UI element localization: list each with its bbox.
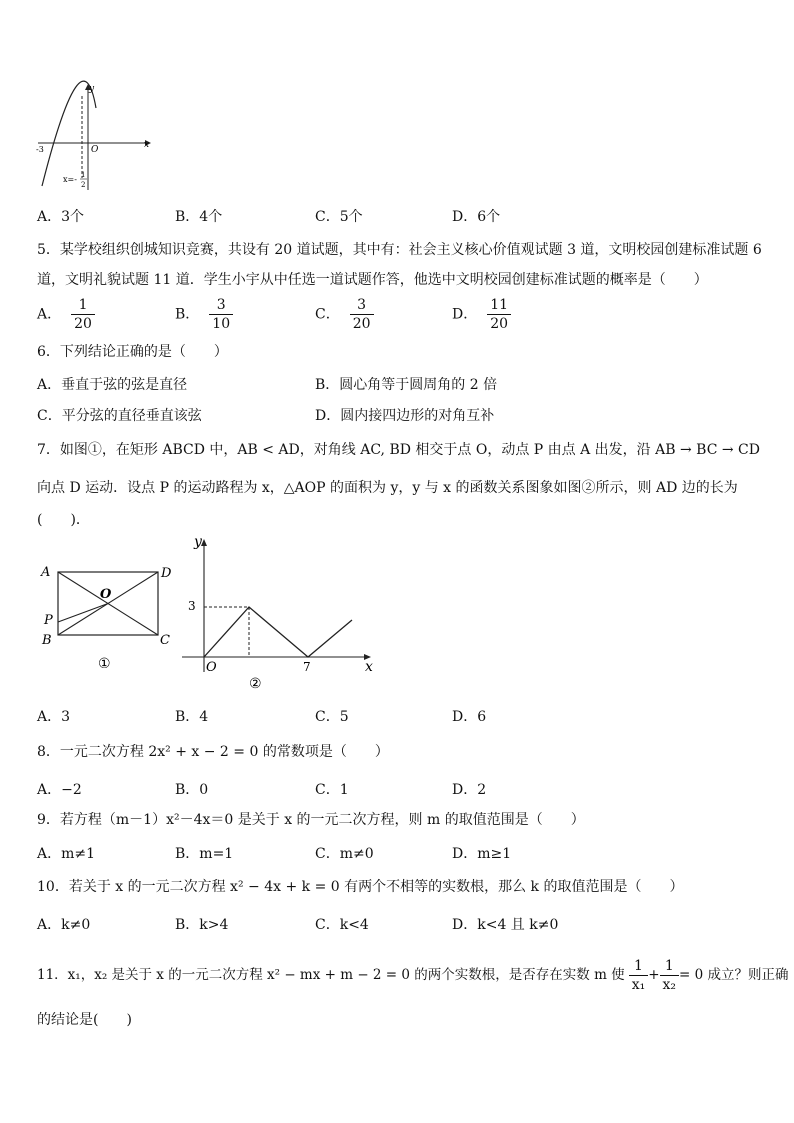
q10-stem: 10．若关于 x 的一元二次方程 x² − 4x + k = 0 有两个不相等的实数根，那么 k 的取值范围是（ ） [37,879,684,895]
q5-option-d-den: 20 [490,316,509,332]
q10-option-a: A．k≠0 [37,917,91,933]
label-c: C [160,633,170,648]
q7-stem-line1: 7．如图①，在矩形 ABCD 中，AB < AD，对角线 AC, BD 相交于点 O，动点 P 由点 A 出发，沿 AB → BC → CD [37,442,760,458]
q9-option-b: B．m=1 [175,846,234,862]
q5-stem-line2: 道，文明礼貌试题 11 道．学生小宇从中任选一道试题作答，他选中文明校园创建标准试题的概率是（ ） [37,272,708,288]
graph-axis-note-num: 1 [81,171,86,179]
q6-option-a: A．垂直于弦的弦是直径 [37,377,188,393]
q4-option-d: D．6个 [452,209,501,225]
q11-frac2-den: x₂ [662,977,677,993]
parabola-graph [30,78,160,193]
label-a: A [41,565,51,580]
label-o: O [100,587,112,602]
q6-option-d: D．圆内接四边形的对角互补 [315,408,495,424]
q5-option-c-den: 20 [352,316,371,332]
q5-option-c [315,296,374,333]
q9-option-a: A．m≠1 [37,846,96,862]
graph-y-label: y [89,84,95,94]
q7-stem-line3: ( )． [37,512,90,528]
q5-stem-line1: 5．某学校组织创城知识竞赛，共设有 20 道试题，其中有：社会主义核心价值观试题 3 道，文明校园创建标准试题 6 [37,242,762,258]
fig2-origin: O [206,660,217,675]
figure2-caption: ② [249,676,262,692]
q11-frac1-num: 1 [629,957,649,976]
graph-axis-note-den: 2 [81,181,86,189]
q11-part2: = 0 成立？则正确 [679,967,789,983]
q10-option-d: D．k<4 且 k≠0 [452,917,559,933]
fig2-y-label: y [194,534,202,550]
q8-option-d: D．2 [452,782,487,798]
q5-option-b-fraction [209,296,233,333]
graph-axis-note: x=- [63,175,77,184]
q11-stem-line1 [37,950,789,1000]
q7-option-c: C．5 [315,709,349,725]
q7-figure-graph [176,532,381,692]
q5-option-a [37,296,95,333]
q6-option-b: B．圆心角等于圆周角的 2 倍 [315,377,498,393]
q5-option-d-fraction [487,296,511,333]
q7-option-d: D．6 [452,709,487,725]
q4-option-c: C．5个 [315,209,363,225]
fig2-tick-7: 7 [303,660,311,674]
q9-option-d: D．m≥1 [452,846,512,862]
label-b: B [42,633,52,648]
figure1-caption: ① [98,656,111,668]
q6-option-c: C．平分弦的直径垂直该弦 [37,408,202,424]
q11-part1: 11．x₁，x₂ 是关于 x 的一元二次方程 x² − mx + m − 2 = 0 的两个实数根，是否存在实数 m 使 [37,967,625,983]
q5-option-d [452,296,511,333]
q5-option-c-fraction [350,296,374,333]
q5-option-b-num: 3 [209,296,233,315]
q8-option-a: A．−2 [37,782,82,798]
q5-option-a-den: 20 [74,316,92,332]
q5-option-c-num: 3 [350,296,374,315]
q4-option-b: B．4个 [175,209,223,225]
q4-option-a: A．3个 [37,209,85,225]
graph-neg3: -3 [36,145,44,154]
q10-option-b: B．k>4 [175,917,229,933]
q11-frac2 [660,957,680,994]
q7-stem-line2: 向点 D 运动．设点 P 的运动路程为 x，△AOP 的面积为 y，y 与 x 的函数关系图象如图②所示，则 AD 边的长为 [37,480,738,496]
q11-frac2-num: 1 [660,957,680,976]
q8-option-b: B．0 [175,782,209,798]
graph-x-label: x [144,140,150,150]
q8-option-c: C．1 [315,782,349,798]
q10-option-c: C．k<4 [315,917,369,933]
q5-option-d-num: 11 [487,296,511,315]
graph-origin: O [91,145,99,155]
q9-option-c: C．m≠0 [315,846,374,862]
label-d: D [161,566,172,581]
q8-stem: 8．一元二次方程 2x² + x − 2 = 0 的常数项是（ ） [37,744,389,760]
q5-option-d-label: D． [452,306,478,323]
q11-plus: + [648,967,660,983]
label-p: P [44,613,53,628]
fig2-x-label: x [365,659,373,675]
q5-option-a-label: A． [37,306,62,323]
q11-frac1-den: x₁ [631,977,646,993]
q5-option-a-fraction [71,296,95,333]
q9-stem: 9．若方程（m－1）x²－4x＝0 是关于 x 的一元二次方程，则 m 的取值范围是（ ） [37,812,585,828]
q11-stem-line2: 的结论是( ) [37,1012,132,1028]
q5-option-b [175,296,233,333]
q7-figure-rectangle [36,558,186,668]
q7-option-a: A．3 [37,709,71,725]
q11-frac1 [629,957,649,994]
q5-option-a-num: 1 [71,296,95,315]
q5-option-b-label: B． [175,306,200,323]
q6-stem: 6．下列结论正确的是（ ） [37,344,228,360]
q5-option-c-label: C． [315,306,340,323]
q7-option-b: B．4 [175,709,209,725]
fig2-function-line [204,607,352,657]
fig2-tick-3: 3 [188,599,196,613]
q5-option-b-den: 10 [212,316,231,332]
